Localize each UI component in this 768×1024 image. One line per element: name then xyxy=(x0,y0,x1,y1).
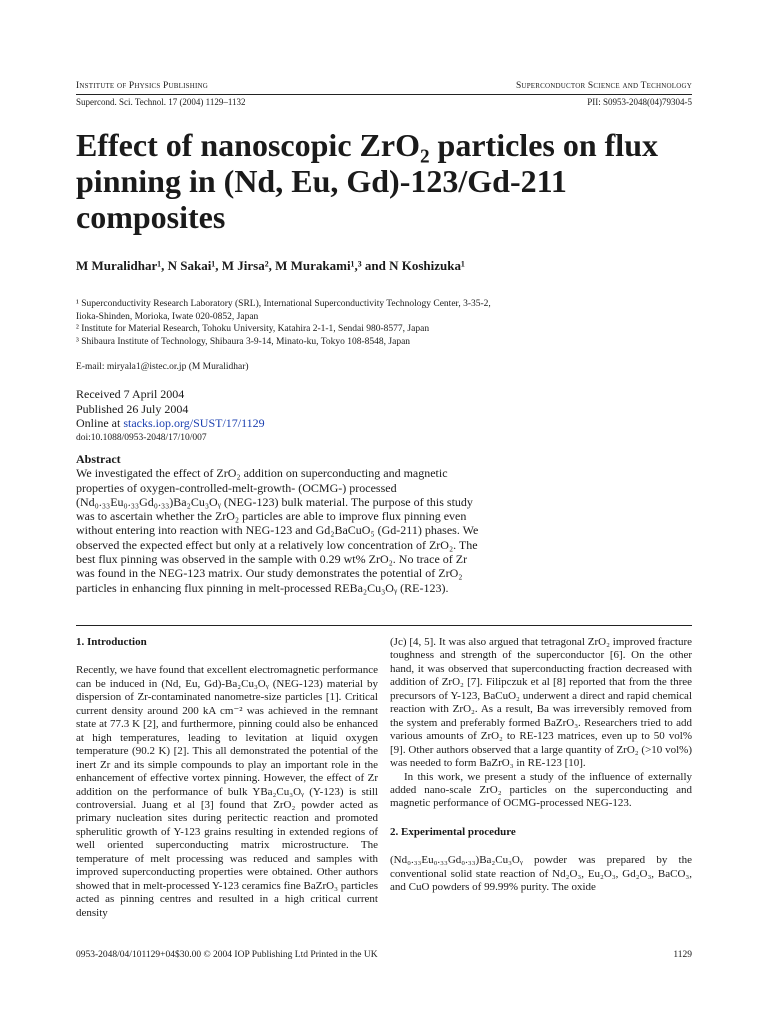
pii: PII: S0953-2048(04)79304-5 xyxy=(587,97,692,107)
page-footer xyxy=(76,950,692,960)
section-1-paragraph: Recently, we have found that excellent electromagnetic performance can be induced in (Nd, Eu, Gd)-Ba₂Cu₃Oᵧ (NEG-123) material by dispersion of Zr-contaminated nanometre-size particles [1]. Critical current density around 200 kA cm⁻² was achieved in the remnant state at 77.3 K [2], and furthermore, pinning could also be enhanced at high temperatures, leading to levitation at liquid oxygen temperature (90.2 K) [2]. This all demonstrated the potential of the inert Zr and its simple compounds to play an important role in the enhancement of effective vortex pinning. However, the effect of Zr addition on the performance of bulk YBa₂Cu₃Oᵧ (Y-123) is still controversial. Juang et al [3] found that ZrO₂ powder acted as primary nucleation sites during peritectic reaction and promoted spherulitic growth of Y-123 grains resulting in extended regions of well oriented superconducting matrix microstructure. The temperature of melt processing was reduced and samples with improved superconducting properties were obtained. Other authors showed that in melt-processed Y-123 ceramics fine BaZrO₃ particles acted as pinning centres and resulted in a high critical current density xyxy=(76,664,378,919)
online-line xyxy=(76,416,265,431)
affiliation-3: ³ Shibaura Institute of Technology, Shibaura 3-9-14, Minato-ku, Tokyo 108-8548, Japan xyxy=(76,336,411,347)
section-1-heading: 1. Introduction xyxy=(76,636,147,648)
affiliations xyxy=(76,298,496,348)
publisher-name: Institute of Physics Publishing xyxy=(76,81,209,91)
citation-line xyxy=(76,97,692,107)
journal-name: Superconductor Science and Technology xyxy=(515,81,692,91)
section-1-paragraph-2: In this work, we present a study of the influence of externally added nano-scale ZrO₂ particles on the superconducting and magnetic performance of OCMG-processed NEG-123. xyxy=(390,770,692,810)
received-date: Received 7 April 2004 xyxy=(76,387,185,401)
paper-title: Effect of nanoscopic ZrO₂ particles on flux pinning in (Nd, Eu, Gd)-123/Gd-211 composites xyxy=(76,127,658,235)
publication-dates xyxy=(76,387,265,445)
affiliation-2: ² Institute for Material Research, Tohoku University, Katahira 2-1-1, Sendai 980-8577, Japan xyxy=(76,324,430,334)
citation: Supercond. Sci. Technol. 17 (2004) 1129–1132 xyxy=(76,97,246,107)
section-1-continuation: (Jc) [4, 5]. It was also argued that tetragonal ZrO₂ improved fracture toughness and strength of the superconductor [6]. On the other hand, it was observed that superconducting fraction decreased with addition of ZrO₂ [7]. Filipczuk et al [8] reported that from the three precursors of Y-123, BaCuO₂ underwent a direct and rapid chemical reaction with ZrO₂. As a result, Ba was irreversibly removed from the system and preferably formed BaZrO₃. Researchers tried to add various amounts of ZrO₂ to RE-123 matrices, even up to 50 vol% [9]. Other authors observed that a large quantity of ZrO₂ (>10 vol%) was needed to form BaZrO₃ in RE-123 [10]. xyxy=(390,636,692,770)
contact-email: E-mail: miryala1@istec.or.jp (M Muralidhar) xyxy=(76,362,249,372)
footer-code: 0953-2048/04/101129+04$30.00 © 2004 IOP Publishing Ltd Printed in the UK xyxy=(76,950,378,960)
abstract-text: We investigated the effect of ZrO₂ addition on superconducting and magnetic properties of oxygen-controlled-melt-growth- (OCMG-) processed (Nd₀.₃₃Eu₀.₃₃Gd₀.₃₃)Ba₂Cu₃Oᵧ (NEG-123) bulk material. The purpose of this study was to ascertain whether the ZrO₂ particles are able to improve flux pinning even without entering into reaction with NEG-123 and Gd₂BaCuO₅ (Gd-211) phases. We observed the expected effect but only at a relatively low concentration of ZrO₂. The best flux pinning was observed in the sample with 0.29 wt% ZrO₂. No trace of Zr was found in the NEG-123 matrix. Our study demonstrates the potential of ZrO₂ particles in enhancing flux pinning in melt-processed REBa₂Cu₃Oᵧ (RE-123). xyxy=(76,466,479,595)
journal-header xyxy=(76,81,692,91)
abstract xyxy=(76,452,486,595)
affiliation-1: ¹ Superconductivity Research Laboratory (SRL), International Superconductivity Technology Center, 3-35-2, Iioka-Shinden, Morioka, Iwate 020-0852, Japan xyxy=(76,299,491,322)
online-link[interactable]: stacks.iop.org/SUST/17/1129 xyxy=(123,416,265,430)
doi: doi:10.1088/0953-2048/17/10/007 xyxy=(76,432,207,443)
section-2-heading: 2. Experimental procedure xyxy=(390,825,516,838)
author-list: M Muralidhar¹, N Sakai¹, M Jirsa², M Murakami¹,³ and N Koshizuka¹ xyxy=(76,258,465,273)
section-2-paragraph: (Nd₀.₃₃Eu₀.₃₃Gd₀.₃₃)Ba₂Cu₃Oᵧ powder was prepared by the conventional solid state reaction of Nd₂O₃, Eu₂O₃, Gd₂O₃, BaCO₃, and CuO powders of 99.99% purity. The oxide xyxy=(390,854,692,894)
published-date: Published 26 July 2004 xyxy=(76,401,189,416)
abstract-heading: Abstract xyxy=(76,452,121,466)
online-prefix: Online at xyxy=(76,416,124,430)
header-rule xyxy=(76,94,692,95)
right-column xyxy=(390,636,692,895)
page-number: 1129 xyxy=(673,950,692,960)
left-column xyxy=(76,636,378,920)
abstract-rule xyxy=(76,625,692,626)
